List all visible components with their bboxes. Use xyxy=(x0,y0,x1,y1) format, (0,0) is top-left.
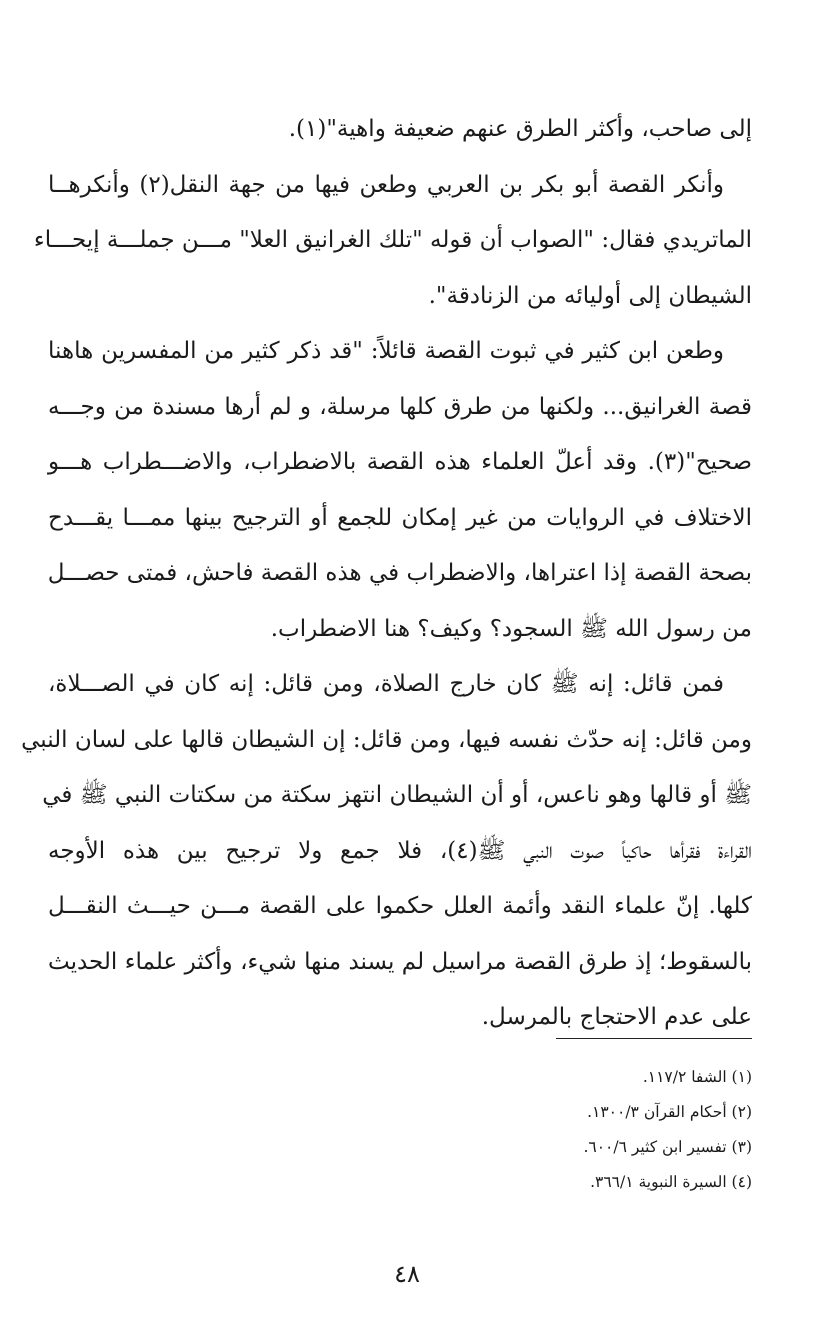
text-line: وطعن ابن كثير في ثبوت القصة قائلاً: "قد ذكر كثير من المفسرين هاهنا xyxy=(48,338,724,364)
text-line: بالسقوط؛ إذ طرق القصة مراسيل لم يسند منها شيء، وأكثر علماء الحديث xyxy=(48,948,752,975)
text-line: قصة الغرانيق... ولكنها من طرق كلها مرسلة، و لم أرها مسندة من وجـــه xyxy=(48,393,752,420)
text-line: كلها. إنّ علماء النقد وأئمة العلل حكموا على القصة مـــن حيـــث النقـــل xyxy=(48,893,752,919)
text-line: الماتريدي فقال: "الصواب أن قوله "تلك الغرانيق العلا" مـــن جملـــة إيحـــاء xyxy=(33,227,752,253)
text-line: القراءة فقرأها حاكياً صوت النبي ﷺ(٤)، فلا جمع ولا ترجيح بين هذه الأوجه xyxy=(48,837,752,864)
text-line: فمن قائل: إنه ﷺ كان خارج الصلاة، ومن قائل: إنه كان في الصـــلاة، xyxy=(48,671,724,697)
text-line: من رسول الله ﷺ السجود؟ وكيف؟ هنا الاضطراب. xyxy=(270,615,752,642)
footnote-separator xyxy=(556,1038,752,1039)
text-line: الشيطان إلى أوليائه من الزنادقة". xyxy=(428,282,752,309)
footnote-item: (٢) أحكام القرآن ١٣٠٠/٣. xyxy=(587,1103,752,1121)
text-line: وأنكر القصة أبو بكر بن العربي وطعن فيها من جهة النقل(٢) وأنكرهــا xyxy=(48,171,724,198)
footnote-item: (٣) تفسير ابن كثير ٦٠٠/٦. xyxy=(583,1138,752,1156)
text-line: إلى صاحب، وأكثر الطرق عنهم ضعيفة واهية"(١). xyxy=(288,116,752,142)
footnote-item: (٤) السيرة النبوية ٣٦٦/١. xyxy=(590,1173,752,1191)
footnote-item: (١) الشفا ١١٧/٢. xyxy=(642,1068,752,1086)
text-line: بصحة القصة إذا اعتراها، والاضطراب في هذه القصة فاحش، فمتى حصـــل xyxy=(47,560,752,586)
page-number: ٤٨ xyxy=(394,1260,420,1288)
text-line: ومن قائل: إنه حدّث نفسه فيها، ومن قائل: إن الشيطان قالها على لسان النبي xyxy=(21,726,752,753)
text-line: ﷺ أو قالها وهو ناعس، أو أن الشيطان انتهز سكتة من سكتات النبي ﷺ في xyxy=(42,782,752,808)
footnotes xyxy=(252,1060,752,1200)
text-line: صحيح"(٣). وقد أعلّ العلماء هذه القصة بالاضطراب، والاضـــطراب هـــو xyxy=(48,449,752,475)
text-line: الاختلاف في الروايات من غير إمكان للجمع أو الترجيح بينها ممـــا يقـــدح xyxy=(48,504,752,531)
main-text xyxy=(21,102,752,1046)
text-line: على عدم الاحتجاج بالمرسل. xyxy=(481,1004,752,1030)
